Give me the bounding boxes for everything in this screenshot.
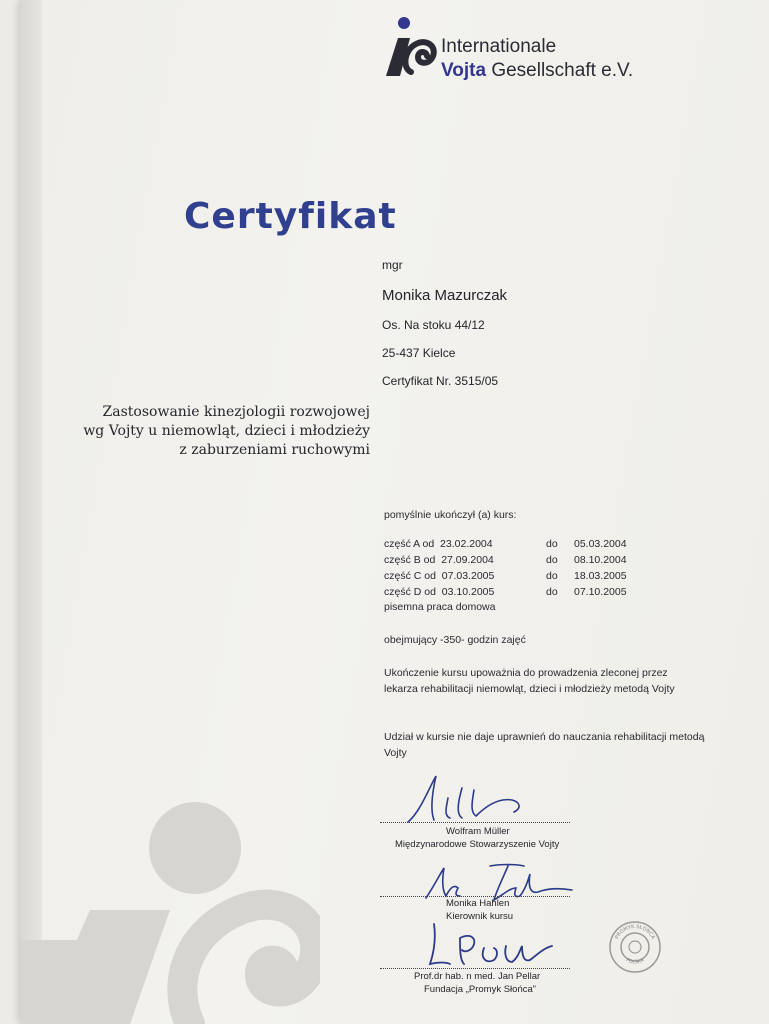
course-part-row [384, 552, 627, 568]
part-to-date: 18.03.2005 [574, 570, 627, 582]
stamp-text-top: PROMYK SŁOŃCA [614, 923, 656, 941]
authorization-text: Ukończenie kursu upoważnia do prowadzenia zleconej przez lekarza rehabilitacji niemowląt, dzieci i młodzieży metodą Vojty [384, 667, 675, 695]
signatory-role: Fundacja „Promyk Słońca” [424, 984, 536, 995]
signature-muller [400, 768, 540, 828]
part-label: część C od 07.03.2005 [384, 570, 495, 582]
course-name-line: wg Vojty u niemowląt, dzieci i młodzieży [83, 423, 370, 439]
course-hours: obejmujący -350- godzin zajęć [384, 634, 526, 646]
organization-suffix: Gesellschaft e.V. [486, 60, 634, 81]
part-to-date: 07.10.2005 [574, 586, 627, 598]
signatory-name: Prof.dr hab. n med. Jan Pellar [414, 971, 541, 982]
recipient-name: Monika Mazurczak [382, 287, 508, 304]
course-part-row [384, 568, 627, 584]
course-name [10, 403, 370, 460]
signatory-role: Kierownik kursu [446, 911, 514, 922]
course-part-row [384, 584, 627, 600]
organization-line-1: Internationale [441, 36, 557, 57]
recipient-city: 25-437 Kielce [382, 346, 456, 360]
signatory-name: Monika Hahlen [446, 898, 510, 909]
signatory-role: Międzynarodowe Stowarzyszenie Vojty [395, 839, 560, 850]
part-label: część B od 27.09.2004 [384, 554, 494, 566]
course-name-line: Zastosowanie kinezjologii rozwojowej [102, 404, 370, 420]
course-part-row [384, 536, 627, 552]
certificate-title: Certyfikat [184, 196, 397, 237]
signature-line [380, 896, 570, 897]
recipient-street: Os. Na stoku 44/12 [382, 318, 485, 332]
signature-line [380, 822, 570, 823]
svg-text:POLSKA [625, 957, 646, 966]
organization-line-2 [441, 60, 633, 82]
certificate-number: Certyfikat Nr. 3515/05 [382, 374, 499, 388]
watermark-logo-icon [20, 790, 320, 1024]
foundation-stamp-icon [608, 920, 662, 974]
part-to-label: do [546, 586, 558, 598]
part-label: część A od 23.02.2004 [384, 538, 493, 550]
part-to-date: 08.10.2004 [574, 554, 627, 566]
stamp-text-bottom: POLSKA [624, 957, 646, 966]
signatory-name: Wolfram Müller [446, 826, 510, 837]
signature-pellar [420, 918, 580, 970]
vojta-logo-icon [380, 14, 440, 80]
restriction-text: Udział w kursie nie daje uprawnień do nauczania rehabilitacji metodą Vojty [384, 731, 705, 759]
part-to-label: do [546, 554, 558, 566]
course-intro: pomyślnie ukończył (a) kurs: [384, 509, 517, 521]
part-to-label: do [546, 538, 558, 550]
part-label: część D od 03.10.2005 [384, 586, 495, 598]
course-name-line: z zaburzeniami ruchowymi [179, 442, 370, 458]
recipient-title: mgr [382, 258, 403, 272]
homework-note: pisemna praca domowa [384, 601, 496, 613]
course-parts [384, 536, 627, 600]
organization-brand: Vojta [441, 60, 487, 81]
signature-line [380, 968, 570, 969]
part-to-label: do [546, 570, 558, 582]
part-to-date: 05.03.2004 [574, 538, 627, 550]
